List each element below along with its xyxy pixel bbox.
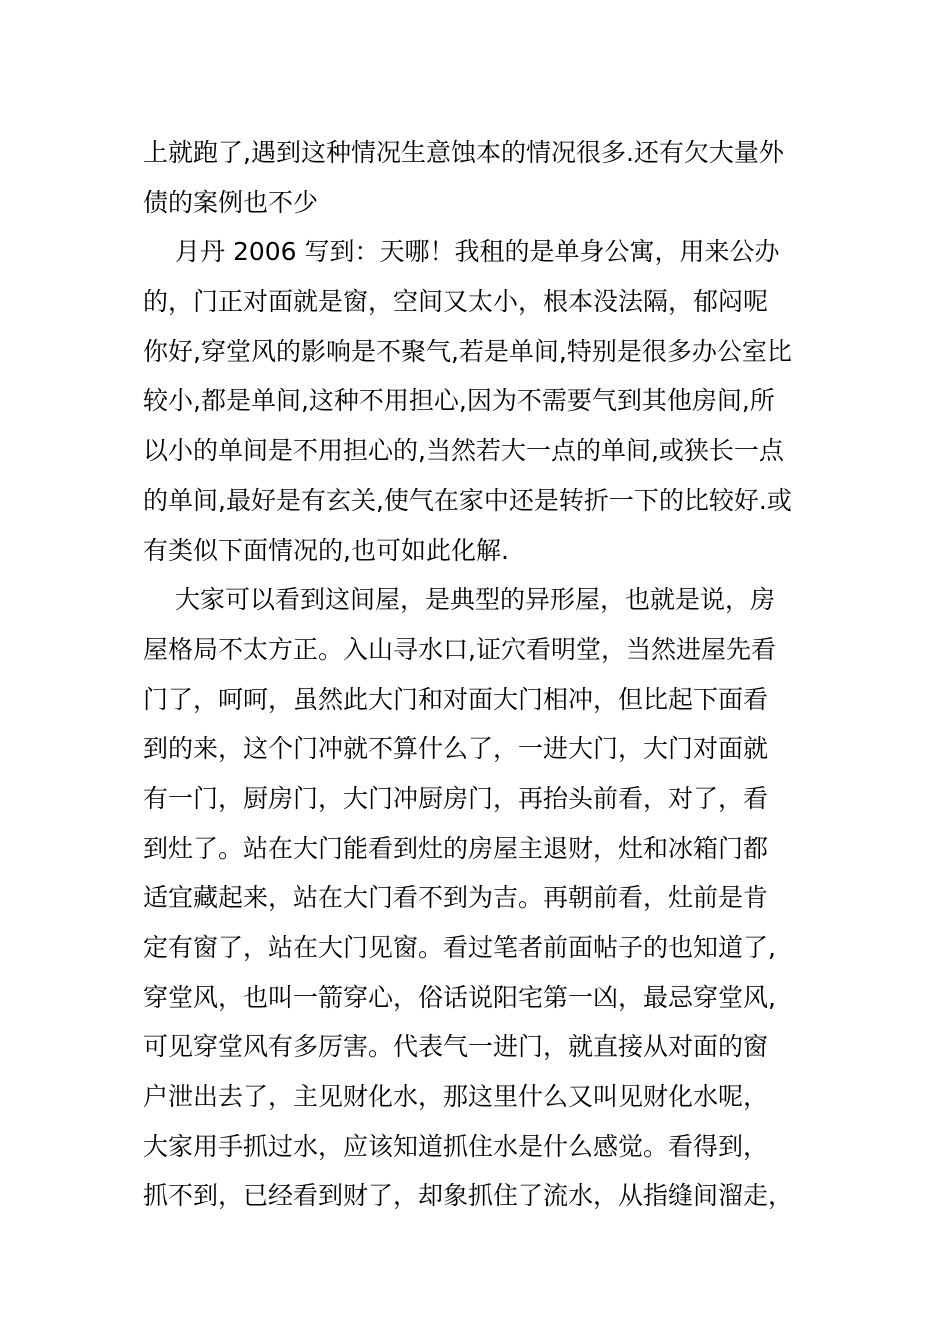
- text-line: 有类似下面情况的,也可如此化解.: [143, 535, 509, 565]
- text-line: 较小,都是单间,这种不用担心,因为不需要气到其他房间,所: [143, 386, 775, 416]
- text-line: 你好,穿堂风的影响是不聚气,若是单间,特别是很多办公室比: [143, 336, 792, 366]
- text-line: 抓不到，已经看到财了，却象抓住了流水，从指缝间溜走，: [143, 1181, 794, 1211]
- text-line: 到灶了。站在大门能看到灶的房屋主退财，灶和冰箱门都: [143, 833, 769, 863]
- text-line: 可见穿堂风有多厉害。代表气一进门，就直接从对面的窗: [143, 1032, 769, 1062]
- text-line: 大家可以看到这间屋，是典型的异形屋，也就是说，房: [175, 585, 776, 615]
- text-line: 穿堂风，也叫一箭穿心，俗话说阳宅第一凶，最忌穿堂风,: [143, 982, 776, 1012]
- text-line: 的，门正对面就是窗，空间又太小，根本没法隔，郁闷呢: [143, 287, 769, 317]
- text-line: 定有窗了，站在大门见窗。看过笔者前面帖子的也知道了,: [143, 933, 776, 962]
- text-line: 适宜藏起来，站在大门看不到为吉。再朝前看，灶前是肯: [143, 883, 769, 913]
- text-line: 有一门，厨房门，大门冲厨房门，再抬头前看，对了，看: [143, 783, 769, 813]
- text-line: 户泄出去了，主见财化水，那这里什么又叫见财化水呢，: [143, 1082, 769, 1112]
- body-text: [143, 128, 823, 1221]
- text-line: 月丹 2006 写到：天哪！我租的是单身公寓，用来公办: [175, 237, 780, 267]
- text-line: 上就跑了,遇到这种情况生意蚀本的情况很多.还有欠大量外: [143, 138, 784, 167]
- text-line: 门了，呵呵，虽然此大门和对面大门相冲，但比起下面看: [143, 684, 769, 714]
- text-line: 债的案例也不少: [143, 187, 319, 217]
- text-line: 屋格局不太方正。入山寻水口,证穴看明堂，当然进屋先看: [143, 634, 776, 664]
- text-line: 的单间,最好是有玄关,使气在家中还是转折一下的比较好.或: [143, 485, 792, 515]
- text-line: 大家用手抓过水，应该知道抓住水是什么感觉。看得到，: [143, 1131, 769, 1161]
- text-line: 到的来，这个门冲就不算什么了，一进大门，大门对面就: [143, 734, 769, 764]
- text-line: 以小的单间是不用担心的,当然若大一点的单间,或狭长一点: [143, 436, 784, 466]
